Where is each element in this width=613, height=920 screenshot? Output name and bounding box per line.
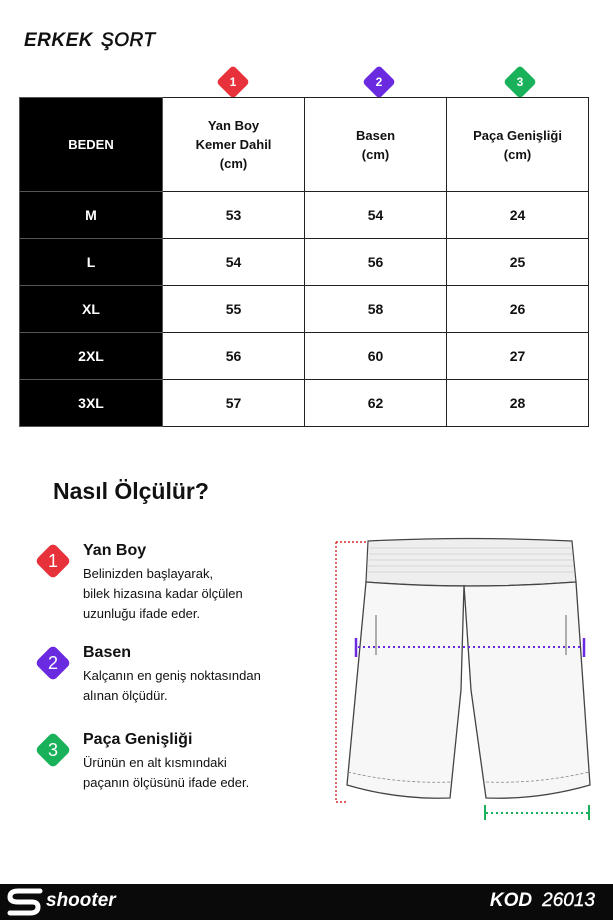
footer-bar [0, 884, 613, 920]
guide-item-title: Basen [83, 644, 132, 661]
row-size: M [20, 192, 163, 239]
header-paca-label: Paça Genişliği (cm) [473, 127, 562, 162]
guide-item-text: Ürünün en alt kısmındaki paçanın ölçüsünü ifade eder. [83, 755, 250, 790]
product-code [490, 890, 595, 912]
waistband [366, 539, 576, 587]
cell-value: 54 [305, 192, 447, 239]
code-value: 26013 [542, 890, 595, 911]
yan-boy-measure-line [336, 542, 368, 802]
cell-value: 28 [447, 380, 589, 427]
cell-value: 24 [447, 192, 589, 239]
table-row [20, 239, 589, 286]
cell-value: 58 [305, 286, 447, 333]
row-size: XL [20, 286, 163, 333]
guide-item-title: Yan Boy [83, 542, 147, 559]
cell-value: 25 [447, 239, 589, 286]
shorts-body [347, 582, 590, 798]
badge-3-label: 3 [516, 75, 524, 89]
header-yan-boy [163, 98, 305, 192]
table-row [20, 286, 589, 333]
title-first: ERKEK [24, 30, 94, 51]
cell-value: 56 [163, 333, 305, 380]
guide-badge-2: 2 [47, 652, 58, 673]
guide-badge-1: 1 [47, 550, 58, 571]
guide-badge-3: 3 [47, 739, 58, 760]
cell-value: 62 [305, 380, 447, 427]
badge-2-icon [362, 65, 396, 99]
guide-title: Nasıl Ölçülür? [53, 478, 209, 504]
cell-value: 55 [163, 286, 305, 333]
page-title [24, 30, 155, 52]
table-row [20, 380, 589, 427]
header-basen-label: Basen (cm) [355, 127, 396, 162]
badge-3-icon [503, 65, 537, 99]
size-table [19, 97, 589, 427]
guide-item-text: Belinizden başlayarak, bilek hizasına kadar ölçülen uzunluğu ifade eder. [83, 566, 243, 621]
row-size: L [20, 239, 163, 286]
title-second: ŞORT [101, 30, 156, 51]
cell-value: 56 [305, 239, 447, 286]
header-paca [447, 98, 589, 192]
table-row [20, 333, 589, 380]
cell-value: 27 [447, 333, 589, 380]
guide-item-title: Paça Genişliği [83, 731, 193, 748]
cell-value: 53 [163, 192, 305, 239]
cell-value: 57 [163, 380, 305, 427]
cell-value: 26 [447, 286, 589, 333]
table-row [20, 192, 589, 239]
guide-item-text: Kalçanın en geniş noktasından alınan ölçüdür. [83, 668, 261, 703]
badge-2-icon [35, 645, 72, 682]
cell-value: 54 [163, 239, 305, 286]
code-label: KOD [489, 890, 533, 911]
header-basen [305, 98, 447, 192]
cell-value: 60 [305, 333, 447, 380]
badge-1-label: 1 [229, 75, 237, 89]
header-beden: BEDEN [20, 98, 163, 192]
shooter-logo-icon [6, 887, 46, 917]
badge-3-icon [35, 732, 72, 769]
brand-name: shooter [46, 890, 116, 911]
badge-1-icon [216, 65, 250, 99]
badge-2-label: 2 [375, 75, 383, 89]
table-header-row [20, 98, 589, 192]
badge-1-icon [35, 543, 72, 580]
row-size: 2XL [20, 333, 163, 380]
header-yan-boy-label: Yan Boy Kemer Dahil (cm) [195, 118, 272, 171]
row-size: 3XL [20, 380, 163, 427]
